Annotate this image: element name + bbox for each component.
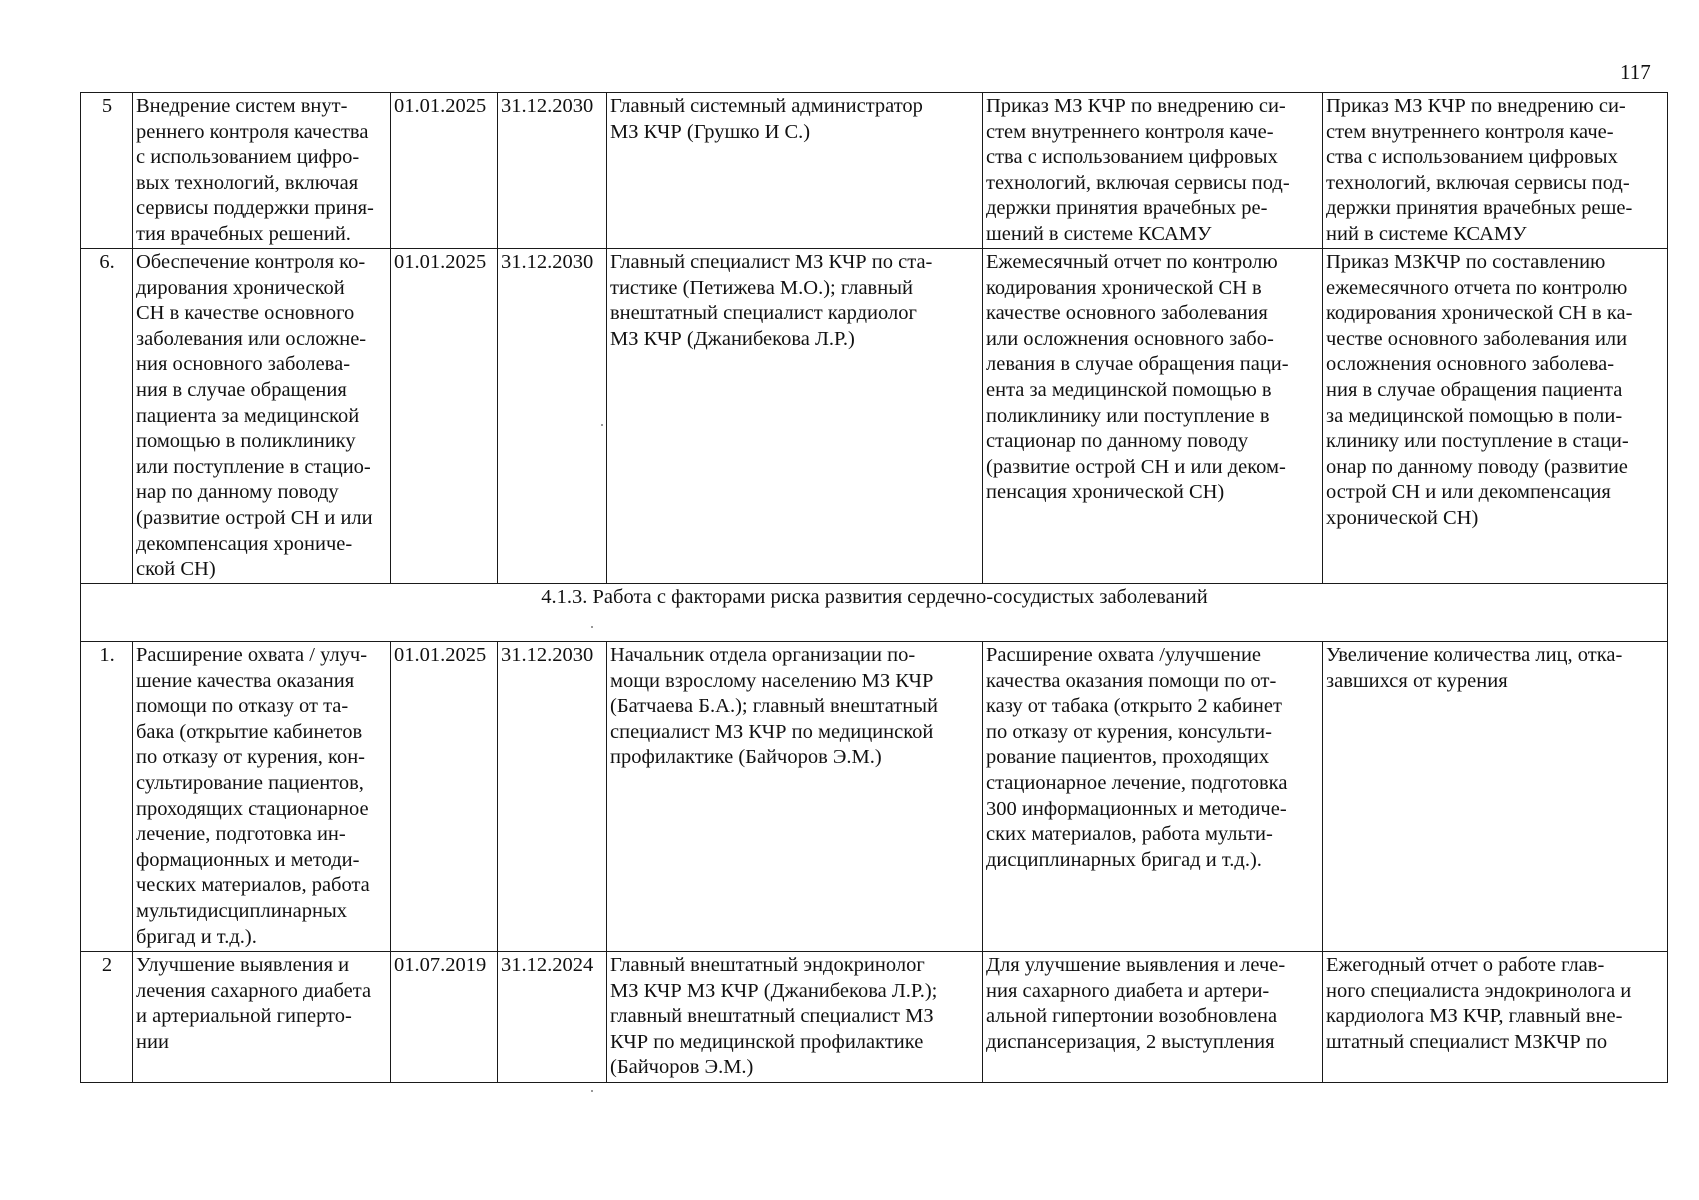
text-line: острой СН и или декомпенсация bbox=[1326, 481, 1611, 504]
text-line: держки принятия врачебных ре- bbox=[986, 197, 1268, 220]
text-line: ежемесячного отчета по контролю bbox=[1326, 276, 1628, 299]
text-line: мощи взрослому населению МЗ КЧР bbox=[610, 669, 934, 692]
text-line: внештатный специалист кардиолог bbox=[610, 302, 917, 325]
control-cell bbox=[1323, 952, 1668, 1083]
text-line: штатный специалист МЗКЧР по bbox=[1326, 1030, 1608, 1053]
text-line: бригад и т.д.). bbox=[136, 925, 257, 948]
row-number: 2 bbox=[81, 952, 133, 1083]
text-line: тистике (Петижева М.О.); главный bbox=[610, 276, 913, 299]
text-line: КЧР по медицинской профилактике bbox=[610, 1030, 924, 1053]
text-line: Обеспечение контроля ко- bbox=[136, 251, 366, 273]
control-cell bbox=[1323, 642, 1668, 952]
text-line: стем внутреннего контроля каче- bbox=[986, 120, 1274, 143]
scan-speck bbox=[591, 626, 593, 628]
text-line: ента за медицинской помощью в bbox=[986, 378, 1272, 401]
text-line: Начальник отдела организации по- bbox=[610, 644, 916, 666]
text-line: МЗ КЧР (Джанибекова Л.Р.) bbox=[610, 327, 855, 350]
text-line: ний в системе КСАМУ bbox=[1326, 222, 1527, 245]
text-line: Внедрение систем внут- bbox=[136, 95, 348, 117]
text-line: Расширение охвата /улучшение bbox=[986, 644, 1262, 666]
text-line: нии bbox=[136, 1030, 169, 1053]
task-cell bbox=[133, 93, 391, 249]
table-row bbox=[81, 952, 1668, 1083]
text-line: завшихся от курения bbox=[1326, 669, 1508, 692]
text-line: ния в случае обращения bbox=[136, 378, 347, 401]
text-line: заболевания или осложне- bbox=[136, 327, 367, 350]
responsible-cell bbox=[607, 952, 983, 1083]
text-line: рование пациентов, проходящих bbox=[986, 746, 1270, 769]
text-line: ния сахарного диабета и артери- bbox=[986, 979, 1270, 1002]
text-line: формационных и методи- bbox=[136, 848, 360, 871]
section-row bbox=[81, 584, 1668, 642]
end-date: 31.12.2030 bbox=[498, 93, 607, 249]
text-line: специалист МЗ КЧР по медицинской bbox=[610, 720, 934, 743]
text-line: по отказу от курения, кон- bbox=[136, 746, 365, 769]
text-line: пенсация хронической СН) bbox=[986, 481, 1225, 504]
text-line: технологий, включая сервисы под- bbox=[1326, 171, 1630, 194]
text-line: Ежемесячный отчет по контролю bbox=[986, 251, 1278, 273]
text-line: тия врачебных решений. bbox=[136, 222, 351, 245]
text-line: качества оказания помощи по от- bbox=[986, 669, 1277, 692]
row-number: 6. bbox=[81, 249, 133, 584]
text-line: Расширение охвата / улуч- bbox=[136, 644, 368, 666]
section-title: 4.1.3. Работа с факторами риска развития сердечно-сосудистых заболеваний bbox=[81, 584, 1668, 642]
text-line: пациента за медицинской bbox=[136, 404, 360, 427]
text-line: технологий, включая сервисы под- bbox=[986, 171, 1290, 194]
responsible-cell bbox=[607, 93, 983, 249]
table-row bbox=[81, 642, 1668, 952]
text-line: проходящих стационарное bbox=[136, 797, 369, 820]
task-cell bbox=[133, 642, 391, 952]
text-line: Главный системный администратор bbox=[610, 95, 923, 117]
text-line: (развитие острой СН и или bbox=[136, 506, 373, 529]
table-row bbox=[81, 93, 1668, 249]
text-line: МЗ КЧР МЗ КЧР (Джанибекова Л.Р.); bbox=[610, 979, 938, 1002]
text-line: лечение, подготовка ин- bbox=[136, 823, 346, 846]
text-line: за медицинской помощью в поли- bbox=[1326, 404, 1623, 427]
text-line: онар по данному поводу (развитие bbox=[1326, 455, 1628, 478]
responsible-cell bbox=[607, 642, 983, 952]
task-cell bbox=[133, 952, 391, 1083]
text-line: кодирования хронической СН в bbox=[986, 276, 1262, 299]
text-line: честве основного заболевания или bbox=[1326, 327, 1628, 350]
start-date: 01.01.2025 bbox=[391, 93, 498, 249]
text-line: диспансеризация, 2 выступления bbox=[986, 1030, 1275, 1053]
table-row bbox=[81, 249, 1668, 584]
text-line: Для улучшение выявления и лече- bbox=[986, 954, 1286, 976]
text-line: (Батчаева Б.А.); главный внештатный bbox=[610, 695, 938, 718]
text-line: лечения сахарного диабета bbox=[136, 979, 372, 1002]
text-line: альной гипертонии возобновлена bbox=[986, 1005, 1278, 1028]
end-date: 31.12.2024 bbox=[498, 952, 607, 1083]
responsible-cell bbox=[607, 249, 983, 584]
result-cell bbox=[983, 249, 1323, 584]
text-line: Главный специалист МЗ КЧР по ста- bbox=[610, 251, 933, 273]
text-line: МЗ КЧР (Грушко И С.) bbox=[610, 120, 811, 143]
text-line: Улучшение выявления и bbox=[136, 954, 350, 976]
text-line: осложнения основного заболева- bbox=[1326, 353, 1615, 376]
text-line: декомпенсация хрониче- bbox=[136, 532, 353, 555]
text-line: СН в качестве основного bbox=[136, 302, 355, 325]
text-line: (Байчоров Э.М.) bbox=[610, 1056, 754, 1079]
text-line: клинику или поступление в стаци- bbox=[1326, 430, 1629, 453]
text-line: дисциплинарных бригад и т.д.). bbox=[986, 848, 1262, 871]
text-line: сультирование пациентов, bbox=[136, 771, 364, 794]
text-line: кардиолога МЗ КЧР, главный вне- bbox=[1326, 1005, 1623, 1028]
text-line: сервисы поддержки приня- bbox=[136, 197, 374, 220]
text-line: вых технологий, включая bbox=[136, 171, 359, 194]
start-date: 01.07.2019 bbox=[391, 952, 498, 1083]
text-line: левания в случае обращения паци- bbox=[986, 353, 1289, 376]
scan-speck bbox=[591, 1090, 593, 1092]
text-line: Приказ МЗ КЧР по внедрению си- bbox=[1326, 95, 1626, 117]
text-line: или осложнения основного забо- bbox=[986, 327, 1274, 350]
control-cell bbox=[1323, 93, 1668, 249]
row-number: 1. bbox=[81, 642, 133, 952]
start-date: 01.01.2025 bbox=[391, 642, 498, 952]
text-line: казу от табака (открыто 2 кабинет bbox=[986, 695, 1282, 718]
text-line: Приказ МЗКЧР по составлению bbox=[1326, 251, 1606, 273]
text-line: помощи по отказу от та- bbox=[136, 695, 349, 718]
text-line: 300 информационных и методиче- bbox=[986, 797, 1287, 820]
text-line: ческих материалов, работа bbox=[136, 874, 370, 897]
text-line: Ежегодный отчет о работе глав- bbox=[1326, 954, 1605, 976]
text-line: шений в системе КСАМУ bbox=[986, 222, 1212, 245]
text-line: бака (открытие кабинетов bbox=[136, 720, 363, 743]
text-line: шение качества оказания bbox=[136, 669, 355, 692]
scan-speck bbox=[601, 424, 603, 426]
text-line: ного специалиста эндокринолога и bbox=[1326, 979, 1632, 1002]
text-line: стационарное лечение, подготовка bbox=[986, 771, 1288, 794]
text-line: качестве основного заболевания bbox=[986, 302, 1268, 325]
result-cell bbox=[983, 93, 1323, 249]
text-line: стем внутреннего контроля каче- bbox=[1326, 120, 1614, 143]
text-line: профилактике (Байчоров Э.М.) bbox=[610, 746, 882, 769]
measures-table bbox=[80, 92, 1668, 1083]
text-line: кодирования хронической СН в ка- bbox=[1326, 302, 1633, 325]
text-line: ства с использованием цифровых bbox=[1326, 146, 1618, 169]
result-cell bbox=[983, 642, 1323, 952]
text-line: главный внештатный специалист МЗ bbox=[610, 1005, 934, 1028]
text-line: ства с использованием цифровых bbox=[986, 146, 1278, 169]
text-line: (развитие острой СН и или деком- bbox=[986, 455, 1286, 478]
text-line: и артериальной гиперто- bbox=[136, 1005, 352, 1028]
text-line: с использованием цифро- bbox=[136, 146, 360, 169]
text-line: Приказ МЗ КЧР по внедрению си- bbox=[986, 95, 1286, 117]
text-line: стационар по данному поводу bbox=[986, 430, 1249, 453]
text-line: ния основного заболева- bbox=[136, 353, 351, 376]
text-line: помощью в поликлинику bbox=[136, 430, 356, 453]
text-line: дирования хронической bbox=[136, 276, 345, 299]
text-line: по отказу от курения, консульти- bbox=[986, 720, 1272, 743]
text-line: мультидисциплинарных bbox=[136, 899, 347, 922]
text-line: держки принятия врачебных реше- bbox=[1326, 197, 1633, 220]
row-number: 5 bbox=[81, 93, 133, 249]
text-line: хронической СН) bbox=[1326, 506, 1479, 529]
page-number: 117 bbox=[1620, 60, 1651, 84]
text-line: поликлинику или поступление в bbox=[986, 404, 1270, 427]
text-line: Увеличение количества лиц, отка- bbox=[1326, 644, 1623, 666]
text-line: нар по данному поводу bbox=[136, 481, 339, 504]
text-line: или поступление в стацио- bbox=[136, 455, 371, 478]
task-cell bbox=[133, 249, 391, 584]
text-line: реннего контроля качества bbox=[136, 120, 369, 143]
result-cell bbox=[983, 952, 1323, 1083]
text-line: ской СН) bbox=[136, 558, 216, 581]
end-date: 31.12.2030 bbox=[498, 249, 607, 584]
control-cell bbox=[1323, 249, 1668, 584]
end-date: 31.12.2030 bbox=[498, 642, 607, 952]
text-line: ских материалов, работа мульти- bbox=[986, 823, 1273, 846]
start-date: 01.01.2025 bbox=[391, 249, 498, 584]
text-line: ния в случае обращения пациента bbox=[1326, 378, 1623, 401]
text-line: Главный внештатный эндокринолог bbox=[610, 954, 925, 976]
